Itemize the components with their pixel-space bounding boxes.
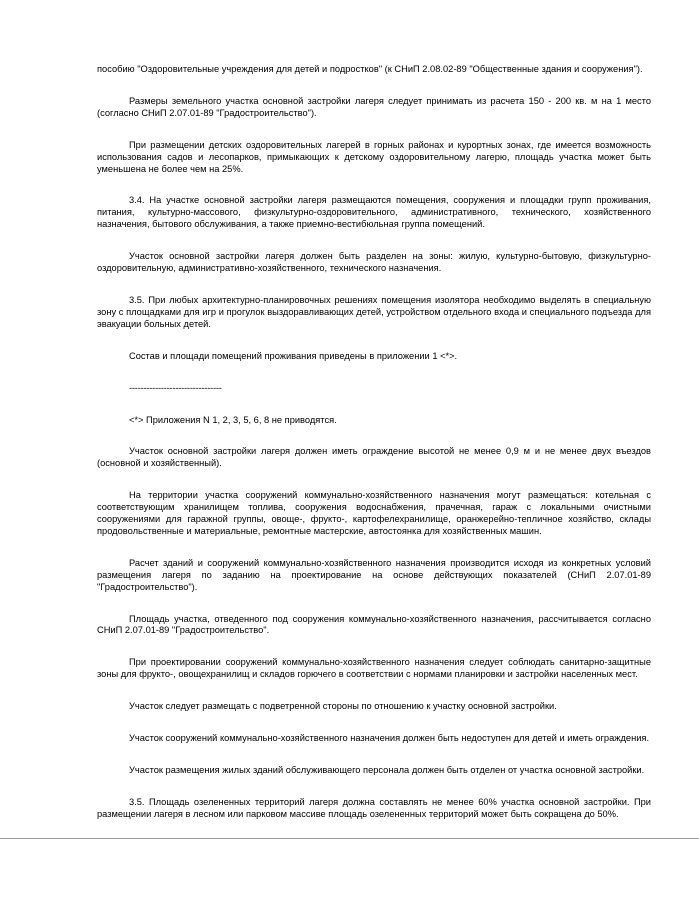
paragraph-mountain-areas: При размещении детских оздоровительных лагерей в горных районах и курортных зонах, где имеется возможность использования садов и лесопарков, примыкающих к детскому оздоровительному лагерю, площадь участка может быть уменьшена не более чем на 25%. [97, 139, 651, 174]
paragraph-appendix-ref: Состав и площади помещений проживания приведены в приложении 1 <*>. [129, 350, 458, 361]
footnote-separator: -------------------------------- [129, 382, 222, 393]
page-gap [0, 839, 699, 905]
paragraph-calculation: Расчет зданий и сооружений коммунально-хозяйственного назначения производится исходя из конкретных условий размещения лагеря по заданию на проектирование на основе действующих показателей (СНиП 2.07.01-89 "Градостроительство"). [97, 557, 651, 592]
document-body [97, 64, 651, 841]
paragraph-staff-housing: Участок размещения жилых зданий обслуживающего персонала должен быть отделен от участка основной застройки. [129, 765, 645, 775]
paragraph-utility-area: Площадь участка, отведенного под сооружения коммунально-хозяйственного назначения, рассчитывается согласно СНиП 2.07.01-89 "Градостроительство". [97, 613, 651, 636]
paragraph-utility-territory: На территории участка сооружений коммунально-хозяйственного назначения могут размещаться: котельная с соответствующим хранилищем топлива, сооружения водоснабжения, прачечная, гараж с локальными очистными сооружениями для гаражной группы, овоще-, фрукто-, картофелехранилище, оранжерейно-тепличное хозяйство, склады продовольственные и материальные, ремонтные мастерские, автостоянка для хозяйственных машин. [97, 490, 651, 536]
paragraph-leeward: Участок следует размещать с подветренной стороны по отношению к участку основной застройки. [129, 701, 557, 712]
paragraph-3-5-greenery: 3.5. Площадь озелененных территорий лагеря должна составлять не менее 60% участка основной застройки. При размещении лагеря в лесном или парковом массиве площадь озелененных территорий может быть сокращена до 50%. [97, 796, 651, 819]
paragraph-3-4: 3.4. На участке основной застройки лагеря размещаются помещения, сооружения и площадки групп проживания, питания, культурно-массового, физкультурно-оздоровительного, административного, технического, хозяйственного назначения, бытового обслуживания, а также приемно-вестибюльная группа помещений. [97, 195, 651, 230]
paragraph-land-size: Размеры земельного участка основной застройки лагеря следует принимать из расчета 150 - 200 кв. м на 1 место (согласно СНиП 2.07.01-89 "Градостроительство"). [97, 95, 651, 118]
footnote-text: <*> Приложения N 1, 2, 3, 5, 6, 8 не приводятся. [129, 414, 337, 425]
paragraph-inaccessible: Участок сооружений коммунально-хозяйственного назначения должен быть недоступен для детей и иметь ограждения. [129, 733, 650, 744]
paragraph-3-5-isolator: 3.5. При любых архитектурно-планировочных решениях помещения изолятора необходимо выделять в специальную зону с площадками для игр и прогулок выздоравливающих детей, устройством отдельного входа и специального подъезда для эвакуации больных детей. [97, 294, 651, 329]
paragraph-fence: Участок основной застройки лагеря должен иметь ограждение высотой не менее 0,9 м и не менее двух въездов (основной и хозяйственный). [97, 446, 651, 469]
paragraph-sanitary-zones: При проектировании сооружений коммунально-хозяйственного назначения следует соблюдать санитарно-защитные зоны для фрукто-, овощехранилищ и складов горючего в соответствии с нормами планировки и застройки населенных мест. [97, 657, 651, 680]
paragraph-continuation: пособию "Оздоровительные учреждения для детей и подростков" (к СНиП 2.08.02-89 "Общественные здания и сооружения"). [97, 64, 643, 74]
paragraph-zones: Участок основной застройки лагеря должен быть разделен на зоны: жилую, культурно-бытовую, физкультурно-оздоровительную, административно-хозяйственного, технического назначения. [97, 251, 651, 274]
